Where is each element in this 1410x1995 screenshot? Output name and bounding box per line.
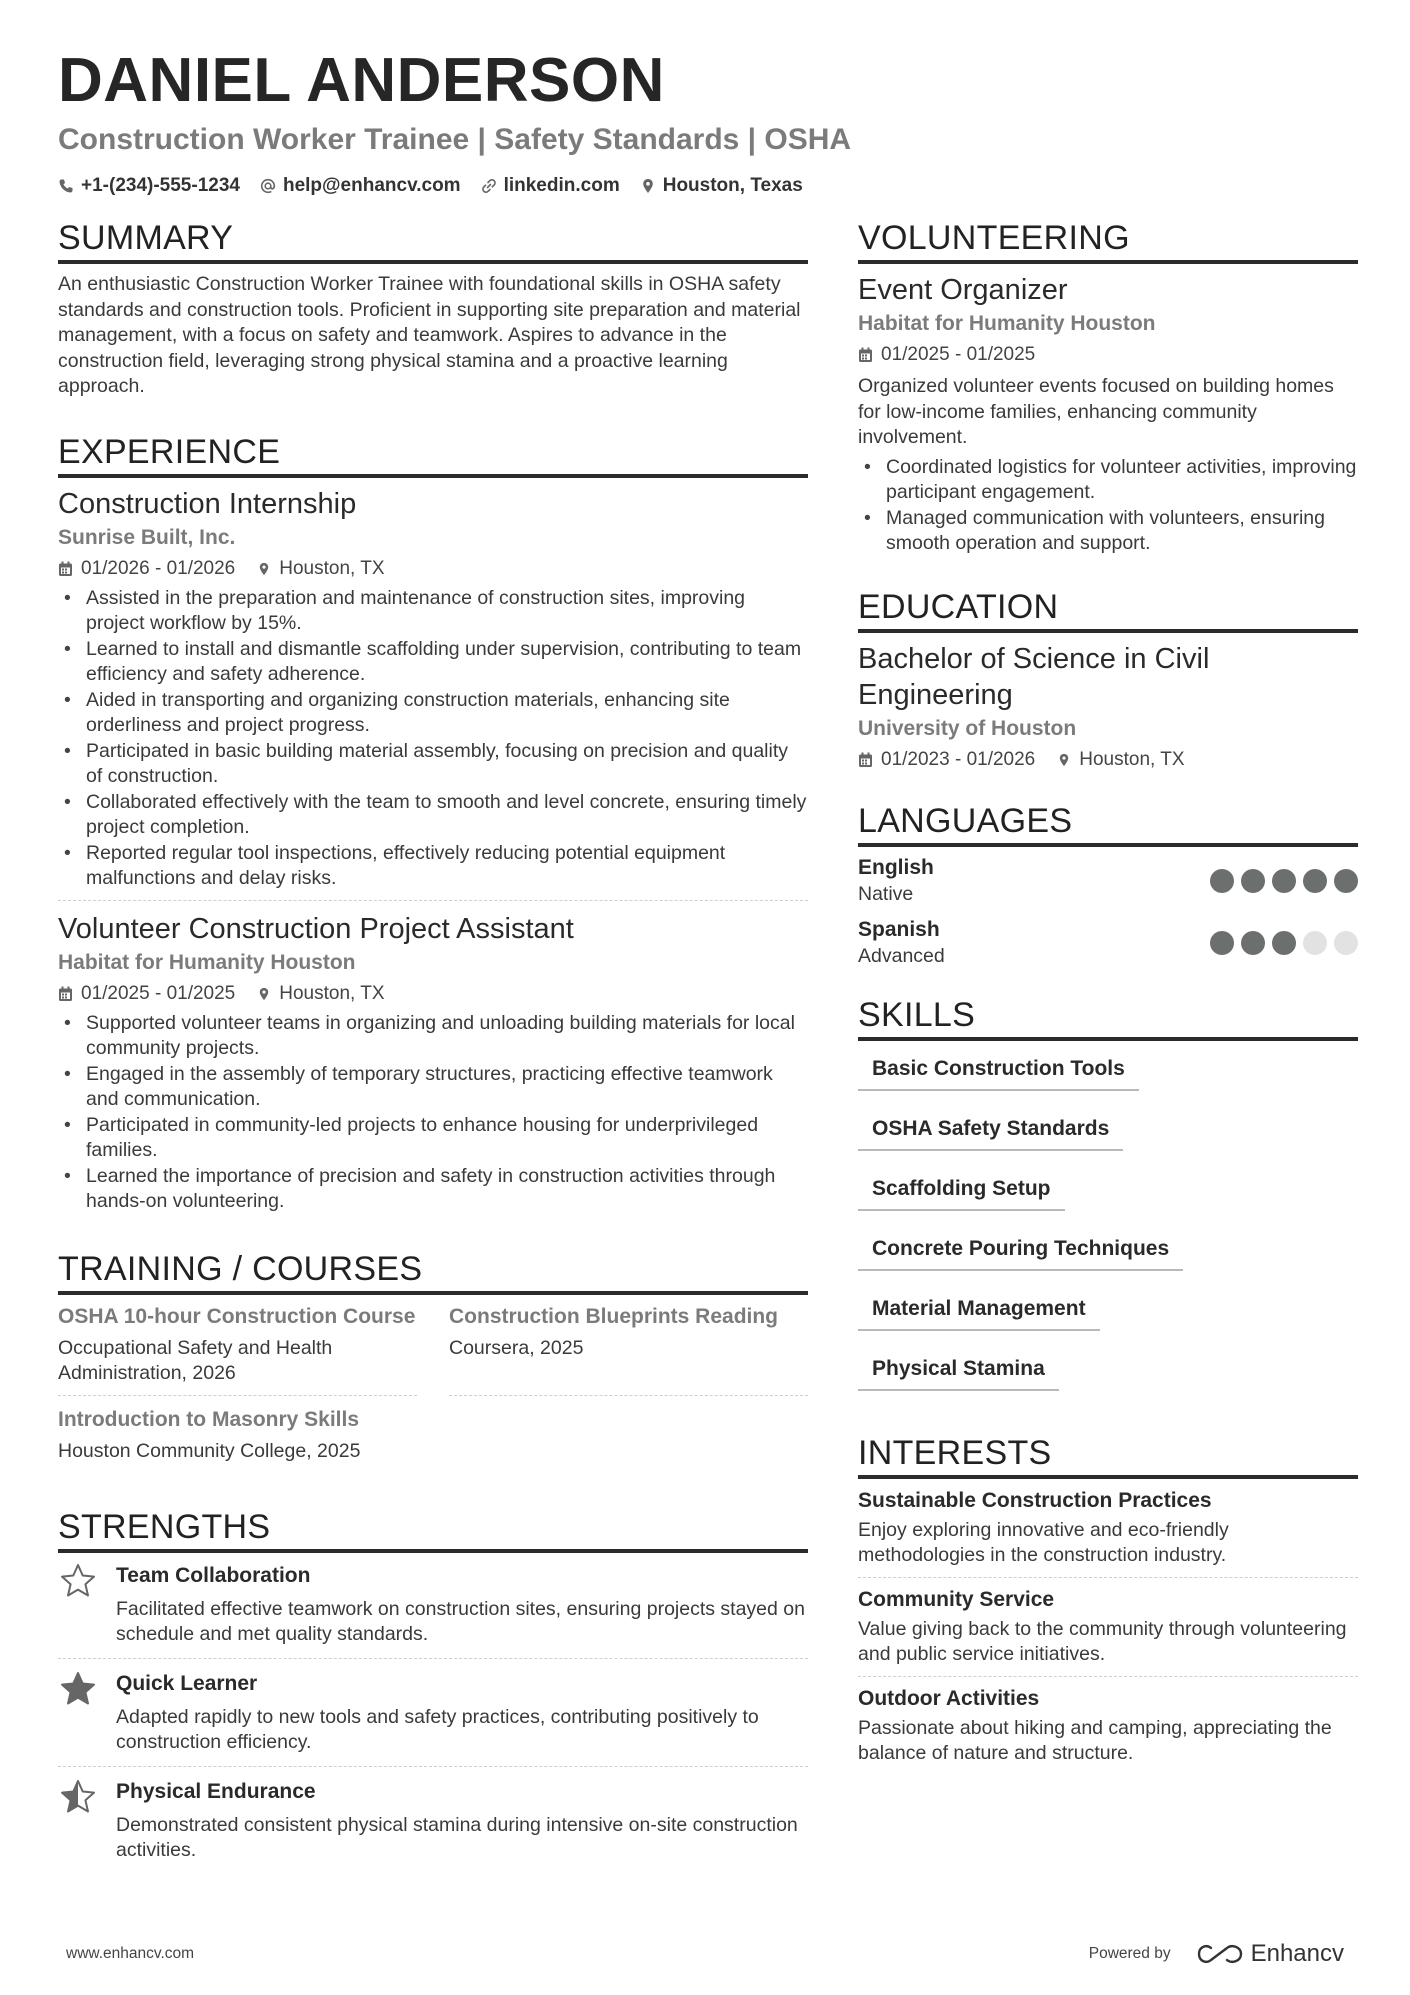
rating-dot-filled bbox=[1272, 869, 1296, 893]
calendar-icon bbox=[58, 561, 73, 577]
job-title: Volunteer Construction Project Assistant bbox=[58, 912, 574, 945]
job-bullet: • Assisted in the preparation and maintenance of construction sites, improving project workflow by 15%. bbox=[58, 586, 808, 637]
interest-title: Sustainable Construction Practices bbox=[858, 1488, 1212, 1512]
course-item bbox=[58, 1406, 417, 1473]
calendar-icon bbox=[58, 986, 73, 1002]
training-section bbox=[58, 1249, 808, 1483]
interest-item bbox=[858, 1685, 1358, 1775]
interest-item bbox=[858, 1487, 1358, 1578]
star-half-icon bbox=[58, 1777, 98, 1817]
strength-title: Team Collaboration bbox=[116, 1563, 311, 1587]
job-dates-text: 01/2026 - 01/2026 bbox=[81, 557, 236, 579]
volunteering-heading: VOLUNTEERING bbox=[858, 218, 1358, 264]
course-item bbox=[449, 1303, 808, 1397]
job-location-text: Houston, TX bbox=[279, 982, 385, 1004]
strength-body bbox=[116, 1669, 808, 1756]
course-org: Houston Community College, 2025 bbox=[58, 1440, 361, 1462]
language-item bbox=[858, 855, 1358, 907]
volunteer-desc: Organized volunteer events focused on building homes for low-income families, enhancing community involvement. bbox=[858, 375, 1334, 448]
languages-section bbox=[858, 801, 1358, 969]
job-bullet: • Reported regular tool inspections, effectively reducing potential equipment malfunctions and delay risks. bbox=[58, 841, 808, 892]
summary-section bbox=[58, 218, 808, 400]
interests-section bbox=[858, 1433, 1358, 1775]
candidate-name: DANIEL ANDERSON bbox=[58, 46, 665, 115]
course-title: Construction Blueprints Reading bbox=[449, 1304, 779, 1328]
language-level: Native bbox=[858, 882, 914, 905]
interest-item bbox=[858, 1586, 1358, 1677]
brand-name: Enhancv bbox=[1250, 1940, 1344, 1967]
education-meta bbox=[858, 747, 1358, 773]
skills-heading: SKILLS bbox=[858, 995, 1358, 1041]
contact-location-text: Houston, Texas bbox=[662, 175, 803, 196]
interest-title: Outdoor Activities bbox=[858, 1686, 1040, 1710]
interest-title: Community Service bbox=[858, 1587, 1055, 1611]
languages-heading: LANGUAGES bbox=[858, 801, 1358, 847]
location-icon bbox=[640, 178, 656, 194]
company-name: Habitat for Humanity Houston bbox=[58, 950, 356, 974]
experience-entry bbox=[58, 486, 808, 892]
experience-entry bbox=[58, 911, 808, 1215]
summary-heading: SUMMARY bbox=[58, 218, 808, 264]
contact-linkedin[interactable] bbox=[481, 174, 620, 198]
job-location-text: Houston, TX bbox=[279, 557, 385, 579]
language-name: English bbox=[858, 855, 934, 879]
job-location bbox=[257, 556, 384, 582]
rating-dot-empty bbox=[1334, 931, 1358, 955]
job-location bbox=[257, 981, 384, 1007]
strength-item bbox=[58, 1669, 808, 1767]
interest-desc: Value giving back to the community through volunteering and public service initiatives. bbox=[858, 1617, 1347, 1665]
job-bullet: • Collaborated effectively with the team to smooth and level concrete, ensuring timely project completion. bbox=[58, 790, 808, 841]
strength-title: Physical Endurance bbox=[116, 1779, 316, 1803]
rating-dot-filled bbox=[1210, 869, 1234, 893]
rating-dot-empty bbox=[1303, 931, 1327, 955]
job-bullet: • Engaged in the assembly of temporary structures, practicing effective teamwork and communication. bbox=[58, 1062, 808, 1113]
contact-bar bbox=[58, 174, 1358, 198]
language-level: Advanced bbox=[858, 944, 945, 967]
contact-email-text: help@enhancv.com bbox=[282, 175, 461, 196]
job-bullet: • Participated in basic building material assembly, focusing on precision and quality of construction. bbox=[58, 739, 808, 790]
left-column bbox=[58, 218, 808, 1908]
volunteer-dates-text: 01/2025 - 01/2025 bbox=[881, 344, 1036, 365]
interests-heading: INTERESTS bbox=[858, 1433, 1358, 1479]
strength-item bbox=[58, 1777, 808, 1874]
course-org: Occupational Safety and Health Administration, 2026 bbox=[58, 1336, 333, 1384]
course-title: Introduction to Masonry Skills bbox=[58, 1408, 360, 1431]
strength-desc: Adapted rapidly to new tools and safety practices, contributing positively to construction efficiency. bbox=[116, 1705, 759, 1753]
job-meta bbox=[58, 556, 808, 582]
skill-tag: Material Management bbox=[858, 1289, 1100, 1331]
footer bbox=[66, 1940, 1344, 1968]
volunteering-section bbox=[858, 218, 1358, 557]
experience-heading: EXPERIENCE bbox=[58, 432, 808, 478]
job-bullet: • Learned the importance of precision and safety in construction activities through hands-on volunteering. bbox=[58, 1164, 808, 1215]
volunteer-bullet: • Coordinated logistics for volunteer activities, improving participant engagement. bbox=[858, 455, 1358, 506]
job-dates-text: 01/2025 - 01/2025 bbox=[81, 982, 236, 1004]
education-dates-text: 01/2023 - 01/2026 bbox=[881, 748, 1036, 770]
candidate-title: Construction Worker Trainee | Safety Standards | OSHA bbox=[58, 123, 852, 156]
resume-header bbox=[58, 42, 1358, 198]
summary-text: An enthusiastic Construction Worker Trainee with foundational skills in OSHA safety standards and construction tools. Proficient in supporting site preparation and material management, with a focus on safety and teamwork. Aspires to advance in the construction field, leveraging strong physical stamina and a proactive learning approach. bbox=[58, 273, 801, 397]
skill-tag: Scaffolding Setup bbox=[858, 1169, 1065, 1211]
location-icon bbox=[1057, 752, 1071, 768]
education-heading: EDUCATION bbox=[858, 587, 1358, 633]
volunteer-meta bbox=[858, 342, 1358, 368]
contact-phone-text: +1-(234)-555-1234 bbox=[81, 175, 240, 196]
star-outline-icon bbox=[58, 1561, 98, 1601]
strengths-section bbox=[58, 1507, 808, 1874]
interest-desc: Enjoy exploring innovative and eco-friendly methodologies in the construction industry. bbox=[858, 1518, 1229, 1566]
rating-dot-filled bbox=[1241, 869, 1265, 893]
job-bullet: • Supported volunteer teams in organizing and unloading building materials for local community projects. bbox=[58, 1011, 808, 1062]
language-info bbox=[858, 855, 934, 907]
school-name: University of Houston bbox=[858, 716, 1077, 740]
skill-tag: Concrete Pouring Techniques bbox=[858, 1229, 1183, 1271]
strength-desc: Demonstrated consistent physical stamina during intensive on-site construction activities. bbox=[116, 1813, 798, 1861]
brand-logo[interactable] bbox=[1197, 1940, 1344, 1968]
volunteer-role: Event Organizer bbox=[858, 274, 1068, 306]
skills-list bbox=[858, 1049, 1358, 1409]
rating-dot-filled bbox=[1303, 869, 1327, 893]
contact-email[interactable] bbox=[260, 174, 461, 198]
powered-by-label: Powered by bbox=[1088, 1945, 1171, 1962]
footer-website[interactable]: www.enhancv.com bbox=[66, 1945, 195, 1962]
job-bullets bbox=[58, 1011, 808, 1215]
entry-divider bbox=[58, 900, 808, 901]
at-icon bbox=[260, 178, 276, 194]
skill-tag: Basic Construction Tools bbox=[858, 1049, 1139, 1091]
training-heading: TRAINING / COURSES bbox=[58, 1249, 808, 1295]
company-name: Sunrise Built, Inc. bbox=[58, 525, 236, 549]
phone-icon bbox=[58, 178, 74, 194]
job-bullet: • Participated in community-led projects to enhance housing for underprivileged families. bbox=[58, 1113, 808, 1164]
volunteer-bullets bbox=[858, 455, 1358, 557]
rating-dot-filled bbox=[1241, 931, 1265, 955]
degree-title: Bachelor of Science in Civil Engineering bbox=[858, 642, 1210, 711]
strengths-heading: STRENGTHS bbox=[58, 1507, 808, 1553]
language-rating bbox=[1210, 931, 1358, 955]
star-filled-icon bbox=[58, 1669, 98, 1709]
contact-phone[interactable] bbox=[58, 174, 240, 198]
education-location-text: Houston, TX bbox=[1079, 748, 1185, 770]
calendar-icon bbox=[858, 752, 873, 768]
language-name: Spanish bbox=[858, 917, 940, 941]
strength-body bbox=[116, 1561, 808, 1648]
link-icon bbox=[481, 178, 497, 194]
rating-dot-filled bbox=[1210, 931, 1234, 955]
strength-title: Quick Learner bbox=[116, 1671, 258, 1695]
experience-section bbox=[58, 432, 808, 1215]
job-title: Construction Internship bbox=[58, 487, 357, 520]
strength-desc: Facilitated effective teamwork on construction sites, ensuring projects stayed on schedule and met quality standards. bbox=[116, 1597, 805, 1645]
job-bullets bbox=[58, 586, 808, 892]
rating-dot-filled bbox=[1334, 869, 1358, 893]
course-grid bbox=[58, 1303, 808, 1483]
language-item bbox=[858, 917, 1358, 969]
powered-by bbox=[1089, 1940, 1344, 1968]
job-bullet: • Learned to install and dismantle scaffolding under supervision, contributing to team efficiency and safety adherence. bbox=[58, 637, 808, 688]
job-dates bbox=[58, 556, 235, 582]
interest-desc: Passionate about hiking and camping, appreciating the balance of nature and structure. bbox=[858, 1716, 1332, 1764]
volunteer-org: Habitat for Humanity Houston bbox=[858, 312, 1156, 335]
skill-tag: Physical Stamina bbox=[858, 1349, 1059, 1391]
job-meta bbox=[58, 981, 808, 1007]
location-icon bbox=[257, 986, 271, 1002]
enhancv-logo-icon bbox=[1197, 1942, 1243, 1966]
calendar-icon bbox=[858, 347, 873, 363]
education-dates bbox=[858, 747, 1035, 773]
contact-linkedin-text: linkedin.com bbox=[503, 175, 620, 196]
skills-section bbox=[858, 995, 1358, 1409]
language-info bbox=[858, 917, 945, 969]
course-org: Coursera, 2025 bbox=[449, 1336, 584, 1359]
contact-location bbox=[640, 174, 803, 198]
course-item bbox=[58, 1303, 417, 1397]
education-section bbox=[858, 587, 1358, 773]
language-rating bbox=[1210, 869, 1358, 893]
location-icon bbox=[257, 561, 271, 577]
education-location bbox=[1057, 747, 1184, 773]
job-dates bbox=[58, 981, 235, 1007]
volunteer-dates bbox=[858, 342, 1035, 368]
right-column bbox=[858, 218, 1358, 1809]
skill-tag: OSHA Safety Standards bbox=[858, 1109, 1123, 1151]
course-title: OSHA 10-hour Construction Course bbox=[58, 1304, 416, 1328]
strength-body bbox=[116, 1777, 808, 1864]
strength-item bbox=[58, 1561, 808, 1659]
rating-dot-filled bbox=[1272, 931, 1296, 955]
job-bullet: • Aided in transporting and organizing construction materials, enhancing site orderliness and project progress. bbox=[58, 688, 808, 739]
volunteer-bullet: • Managed communication with volunteers, ensuring smooth operation and support. bbox=[858, 506, 1358, 557]
